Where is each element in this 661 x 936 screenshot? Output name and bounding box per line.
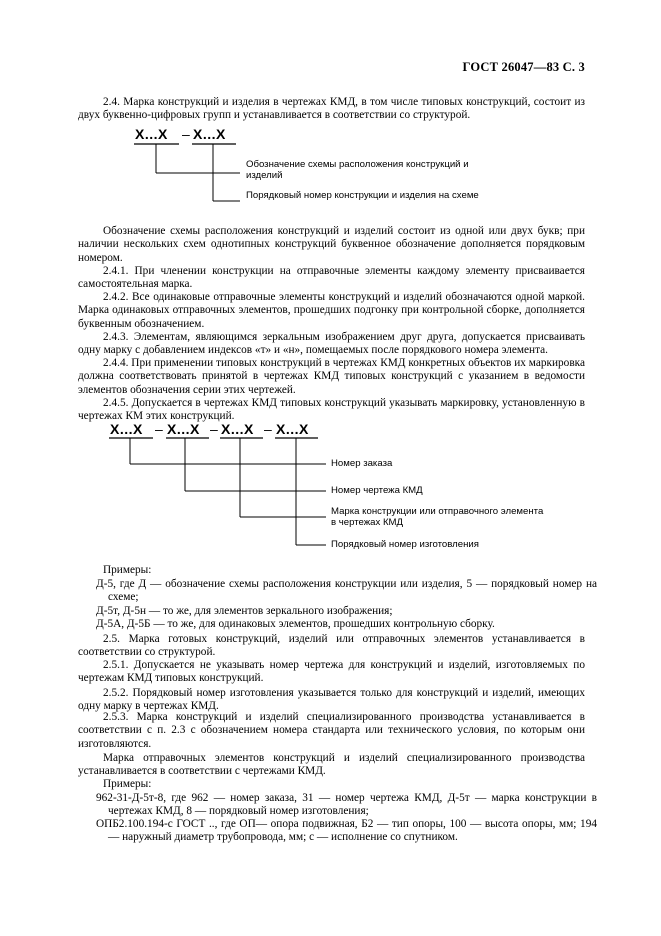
diagram-1-label-number: Порядковый номер конструкции и изделия на схеме xyxy=(246,190,479,201)
code-group-2: X...X xyxy=(193,126,226,142)
diagram-2-label-serial: Порядковый номер изготовления xyxy=(331,539,479,550)
paragraph-2-5-1: 2.5.1. Допускается не указывать номер чертежа для конструкций и изделий, изготовляемых по чертежам КМД типовых конструкций. xyxy=(78,659,585,685)
examples-title-2: Примеры: xyxy=(103,778,152,790)
diagram-2-label-order: Номер заказа xyxy=(331,458,393,469)
paragraph-2-5-3: 2.5.3. Марка конструкций и изделий специализированного производства устанавливается в соответствии с п. 2.3 с обозначением номера стандарта или технического условия, по которым они изготовляются. xyxy=(78,711,585,750)
paragraph-2-4-2: 2.4.2. Все одинаковые отправочные элементы конструкций и изделий обозначаются одной маркой. Марка одинаковых отправочных элементов, прошедших подгонку при контрольной сборке, дополняется буквенным обозначением. xyxy=(78,291,585,330)
code-order: X...X xyxy=(110,421,143,437)
code-separator-2: – xyxy=(210,421,219,437)
paragraph-2-4-4: 2.4.4. При применении типовых конструкций в чертежах КМД конкретных объектов их маркировка должна соответствовать принятой в чертежах КМД типовых конструкций с указанием в ведомости элементов обозначения серии этих чертежей. xyxy=(78,357,585,396)
paragraph-2-5-2: 2.5.2. Порядковый номер изготовления указывается только для конструкций и изделий, имеющих одну марку в чертежах КМД. xyxy=(78,687,585,713)
paragraph-designation: Обозначение схемы расположения конструкций и изделий состоит из одной или двух букв; при наличии нескольких схем однотипных конструкций буквенное обозначение дополняется порядковым номером. xyxy=(78,225,585,264)
example-5: ОПБ2.100.194-с ГОСТ .., где ОП— опора подвижная, Б2 — тип опоры, 100 — высота опоры, мм; 194 — наружный диаметр трубопровода, мм; с — исполнение со спутником. xyxy=(96,818,597,844)
example-3: Д-5А, Д-5Б — то же, для одинаковых элементов, прошедших контрольную сборку. xyxy=(96,618,495,630)
code-separator-1: – xyxy=(155,421,164,437)
diagram-1-label-scheme: Обозначение схемы расположения конструкций и изделий xyxy=(246,159,469,181)
paragraph-2-4-5: 2.4.5. Допускается в чертежах КМД типовых конструкций указывать маркировку, установленную в чертежах КМ этих конструкций. xyxy=(78,397,585,423)
code-drawing: X...X xyxy=(167,421,200,437)
example-2: Д-5т, Д-5н — то же, для элементов зеркального изображения; xyxy=(96,605,393,617)
paragraph-2-4-3: 2.4.3. Элементам, являющимся зеркальным изображением друг друга, допускается присваивать одну марку с добавлением индексов «т» и «н», помещаемых после порядкового номера элемента. xyxy=(78,331,585,357)
code-separator-3: – xyxy=(264,421,273,437)
example-1: Д-5, где Д — обозначение схемы расположения конструкции или изделия, 5 — порядковый номер на схеме; xyxy=(96,578,597,604)
paragraph-2-4-1: 2.4.1. При членении конструкции на отправочные элементы каждому элементу присваивается самостоятельная марка. xyxy=(78,265,585,291)
code-mark: X...X xyxy=(221,421,254,437)
page-header: ГОСТ 26047—83 С. 3 xyxy=(462,60,585,74)
paragraph-2-4: 2.4. Марка конструкций и изделия в чертежах КМД, в том числе типовых конструкций, состоит из двух буквенно-цифровых групп и устанавливается в соответствии со структурой. xyxy=(78,96,585,122)
diagram-2-label-drawing: Номер чертежа КМД xyxy=(331,485,423,496)
code-separator: – xyxy=(182,126,191,142)
example-4: 962-31-Д-5т-8, где 962 — номер заказа, 31 — номер чертежа КМД, Д-5т — марка конструкции в чертежах КМД, 8 — порядковый номер изготовления; xyxy=(96,792,597,818)
code-serial: X...X xyxy=(276,421,309,437)
paragraph-2-5: 2.5. Марка готовых конструкций, изделий или отправочных элементов устанавливается в соответствии со структурой. xyxy=(78,633,585,659)
diagram-2-label-mark: Марка конструкции или отправочного элемента в чертежах КМД xyxy=(331,506,544,528)
examples-title: Примеры: xyxy=(103,564,152,576)
paragraph-dispatch-mark: Марка отправочных элементов конструкций и изделий специализированного производства устанавливается в соответствии с чертежами КМД. xyxy=(78,752,585,778)
code-group-1: X...X xyxy=(135,126,168,142)
